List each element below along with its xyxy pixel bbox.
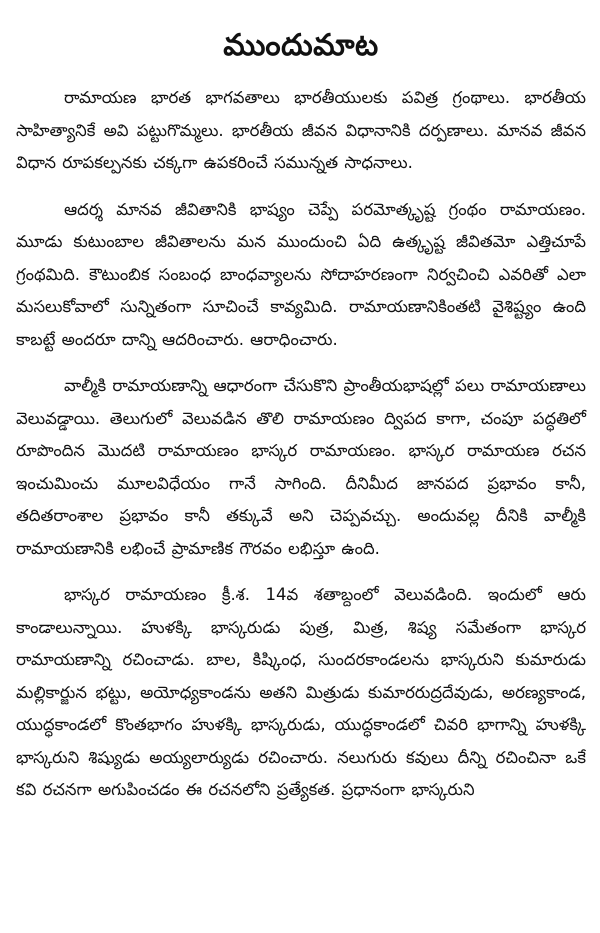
paragraph-1: రామాయణ భారత భాగవతాలు భారతీయులకు పవిత్ర గ్రంథాలు. భారతీయ సాహిత్యానికే అవి పట్టుగొమ్మలు. భారతీయ జీవన విధానానికి దర్పణాలు. మానవ జీవన విధాన రూపకల్పనకు చక్కగా ఉపకరించే సమున్నత సాధనాలు. [16, 88, 586, 172]
paragraph-3: వాల్మీకి రామాయణాన్ని ఆధారంగా చేసుకొని ప్రాంతీయభాషల్లో పలు రామాయణాలు వెలువడ్డాయి. తెలుగులో వెలువడిన తొలి రామాయణం ద్విపద కాగా, చంపూ పద్ధతిలో రూపొందిన మొదటి రామాయణం భాస్కర రామాయణం. భాస్కర రామాయణ రచన ఇంచుమించు మూలవిధేయం గానే సాగింది. దీనిమీద జానపద ప్రభావం కానీ, తదితరాంశాల ప్రభావం కానీ తక్కువే అని చెప్పవచ్చు. అందువల్ల దీనికి వాల్మీకి రామాయణానికి లభించే ప్రామాణిక గౌరవం లభిస్తూ ఉంది. [16, 376, 586, 558]
paragraph-2: ఆదర్శ మానవ జీవితానికి భాష్యం చెప్పే పరమోత్కృష్ట గ్రంథం రామాయణం. మూడు కుటుంబాల జీవితాలను మన ముందుంచి ఏది ఉత్కృష్ట జీవితమో ఎత్తిచూపే గ్రంథమిది. కౌటుంబిక సంబంధ బాంధవ్యాలను సోదాహరణంగా నిర్వచించి ఎవరితో ఎలా మసలుకోవాలో సున్నితంగా సూచించే కావ్యమిది. రామాయణానికింతటి వైశిష్ట్యం ఉంది కాబట్టే అందరూ దాన్ని ఆదరించారు. ఆరాధించారు. [16, 199, 586, 349]
paragraph-4: భాస్కర రామాయణం క్రీ.శ. 14వ శతాబ్దంలో వెలువడింది. ఇందులో ఆరు కాండాలున్నాయి. హుళక్కి భాస్కరుడు పుత్ర, మిత్ర, శిష్య సమేతంగా భాస్కర రామాయణాన్ని రచించాడు. బాల, కిష్కింధ, సుందరకాండలను భాస్కరుని కుమారుడు మల్లికార్జున భట్టు, అయోధ్యకాండను అతని మిత్రుడు కుమారరుద్రదేవుడు, అరణ్యకాండ, యుద్ధకాండలో కొంతభాగం హుళక్కి భాస్కరుడు, యుద్ధకాండలో చివరి భాగాన్ని హుళక్కి భాస్కరుని శిష్యుడు అయ్యలార్యుడు రచించారు. నలుగురు కవులు దీన్ని రచించినా ఒకే కవి రచనగా అగుపించడం ఈ రచనలోని ప్రత్యేకత. ప్రధానంగా భాస్కరుని [16, 585, 586, 799]
page-title: ముందుమాట [223, 28, 379, 63]
